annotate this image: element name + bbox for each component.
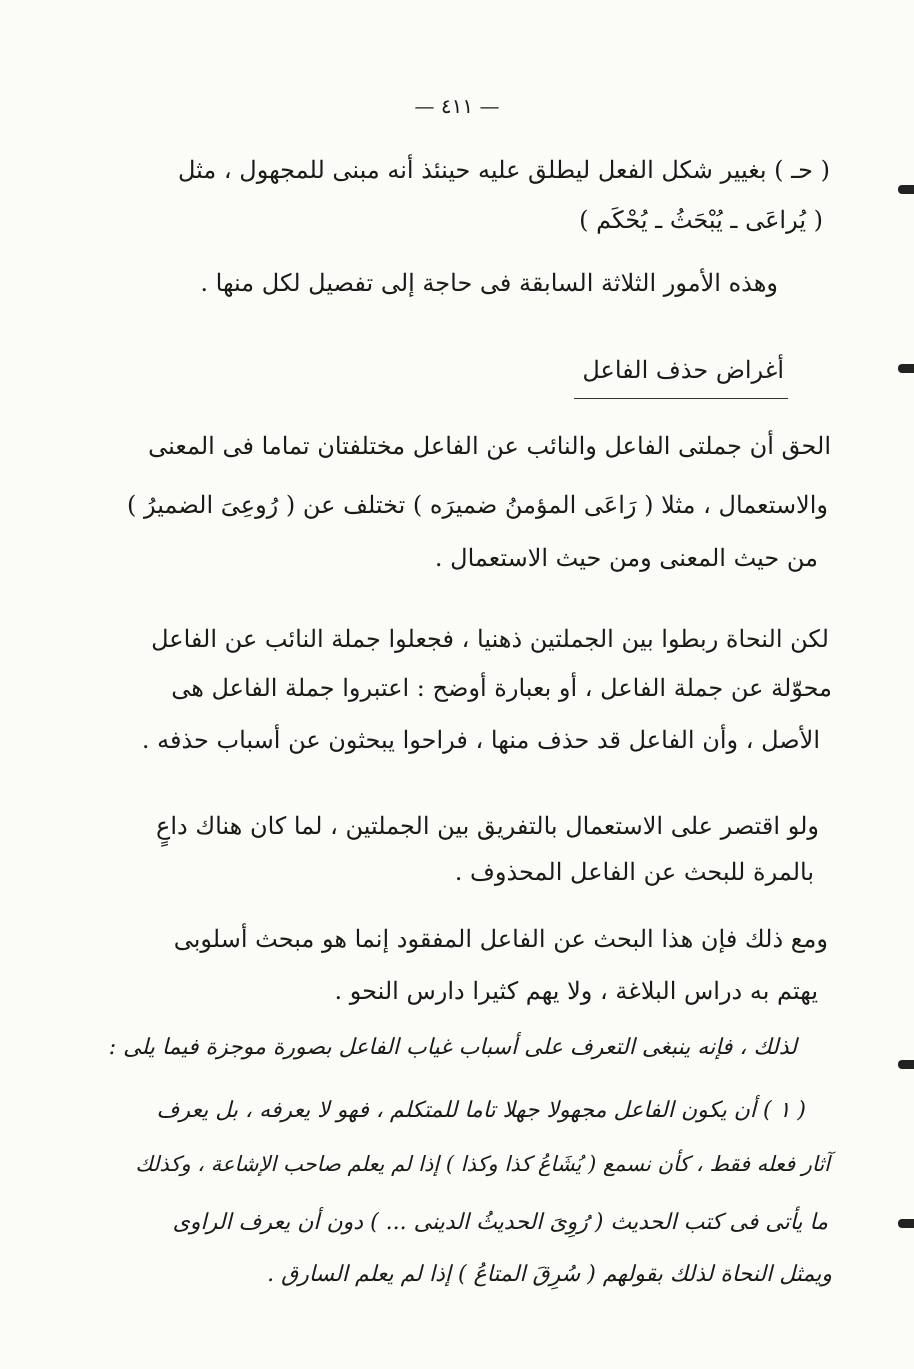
page-number: — ٤١١ — — [414, 94, 500, 118]
margin-mark — [898, 364, 914, 373]
text-line: الحق أن جملتى الفاعل والنائب عن الفاعل مختلفتان تماما فى المعنى — [148, 432, 831, 460]
text-line: من حيث المعنى ومن حيث الاستعمال . — [434, 544, 818, 572]
text-line: ومع ذلك فإن هذا البحث عن الفاعل المفقود إنما هو مبحث أسلوبى — [173, 925, 828, 953]
text-line: وهذه الأمور الثلاثة السابقة فى حاجة إلى تفصيل لكل منها . — [200, 269, 778, 297]
text-line: ( حـ ) بغيير شكل الفعل ليطلق عليه حينئذ أنه مبنى للمجهول ، مثل — [177, 156, 830, 184]
text-line: ما يأتى فى كتب الحديث ( رُوِىَ الحديثُ الدينى ... ) دون أن يعرف الراوى — [172, 1210, 828, 1235]
text-line: محوّلة عن جملة الفاعل ، أو بعبارة أوضح : اعتبروا جملة الفاعل هى — [171, 674, 832, 702]
section-heading: أغراض حذف الفاعل — [582, 356, 784, 384]
text-line: لكن النحاة ربطوا بين الجملتين ذهنيا ، فجعلوا جملة النائب عن الفاعل — [151, 625, 829, 653]
text-line: آثار فعله فقط ، كأن نسمع ( يُشَاعُ كذا وكذا ) إذا لم يعلم صاحب الإشاعة ، وكذلك — [135, 1152, 830, 1176]
margin-mark — [898, 1219, 914, 1228]
text-line: يهتم به دراس البلاغة ، ولا يهم كثيرا دارس النحو . — [334, 977, 818, 1005]
text-line: والاستعمال ، مثلا ( رَاعَى المؤمنُ ضميرَه ) تختلف عن ( رُوعِىَ الضميرُ ) — [126, 491, 828, 519]
text-line: ( ١ ) أن يكون الفاعل مجهولا جهلا تاما للمتكلم ، فهو لا يعرفه ، بل يعرف — [156, 1098, 806, 1123]
text-line: ( يُراعَى ـ يُبْحَثُ ـ يُحْكَم ) — [579, 206, 823, 234]
text-line: ويمثل النحاة لذلك بقولهم ( سُرِقَ المتاعُ ) إذا لم يعلم السارق . — [267, 1262, 832, 1287]
text-line: بالمرة للبحث عن الفاعل المحذوف . — [454, 858, 814, 886]
margin-mark — [898, 185, 914, 194]
margin-mark — [898, 1060, 914, 1069]
text-line: الأصل ، وأن الفاعل قد حذف منها ، فراحوا يبحثون عن أسباب حذفه . — [141, 726, 820, 754]
heading-underline — [574, 398, 788, 399]
text-line: ولو اقتصر على الاستعمال بالتفريق بين الجملتين ، لما كان هناك داعٍ — [156, 812, 819, 840]
text-line: لذلك ، فإنه ينبغى التعرف على أسباب غياب الفاعل بصورة موجزة فيما يلى : — [108, 1035, 797, 1060]
